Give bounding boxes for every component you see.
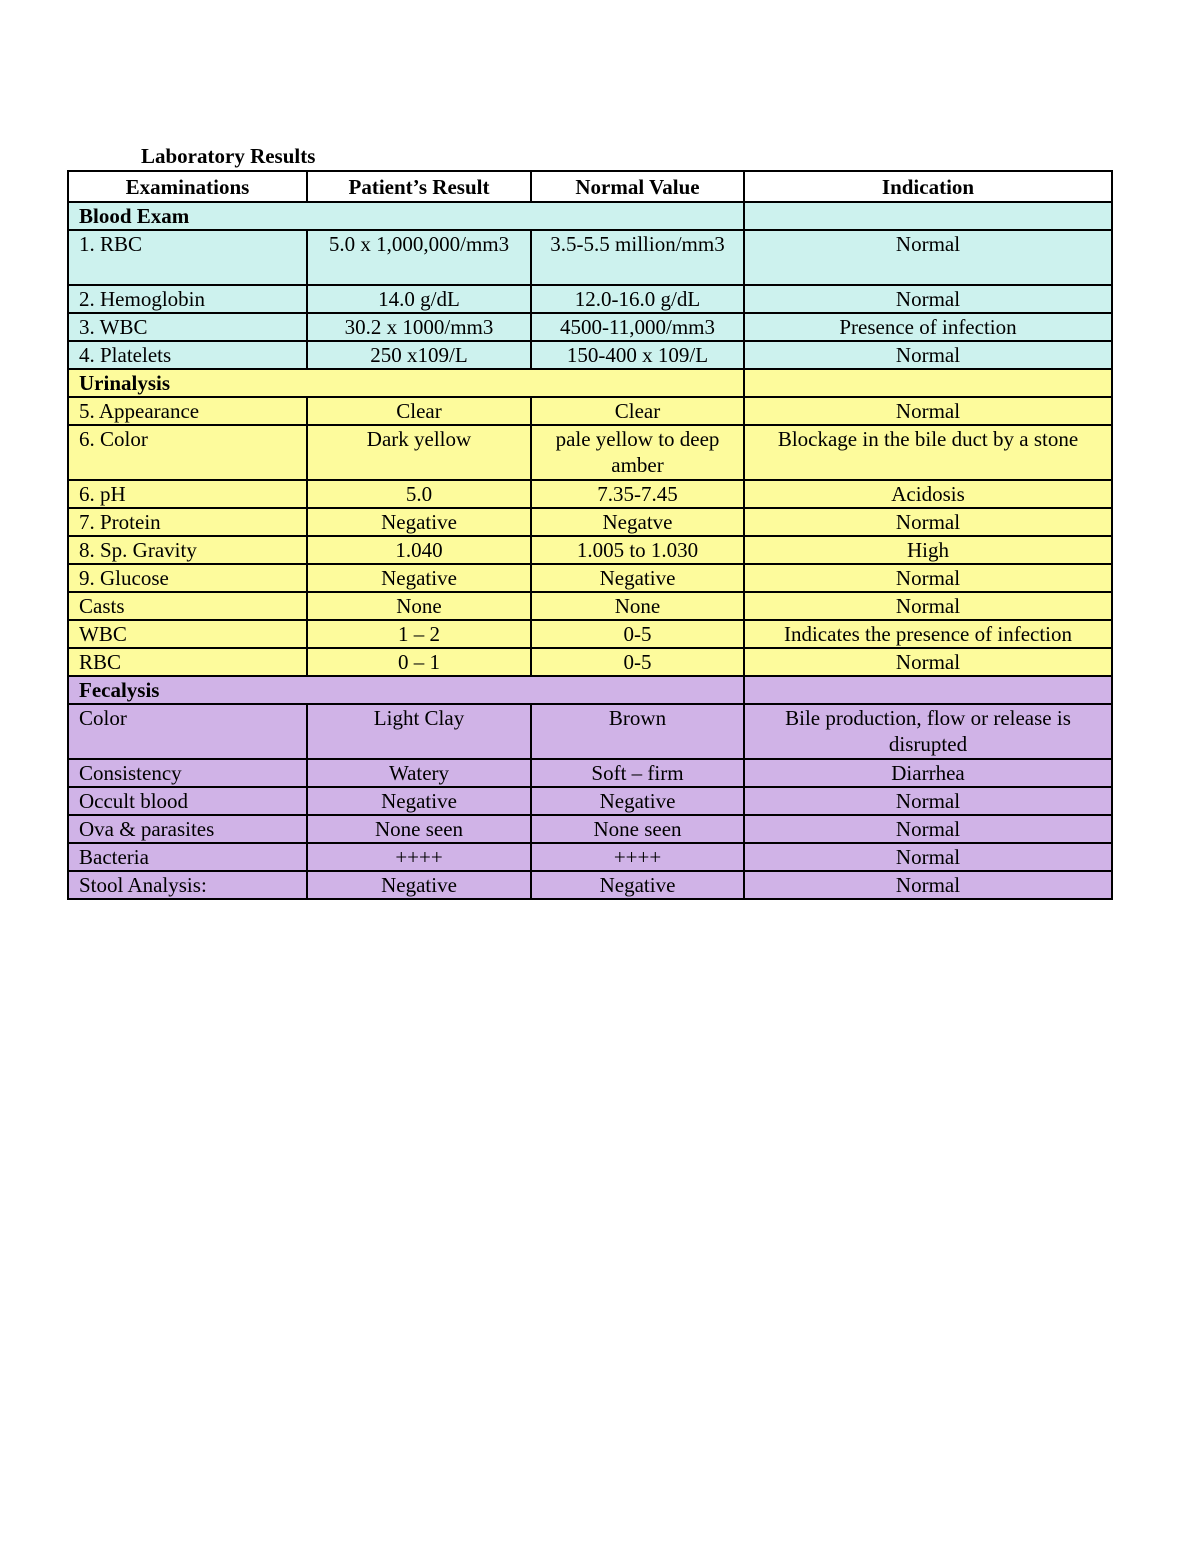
table-row xyxy=(68,230,1112,285)
result-cell: Negative xyxy=(307,564,531,592)
table-row xyxy=(68,592,1112,620)
normal-value-cell: None xyxy=(531,592,744,620)
table-row xyxy=(68,620,1112,648)
result-cell: 30.2 x 1000/mm3 xyxy=(307,313,531,341)
exam-cell: WBC xyxy=(68,620,307,648)
section-row-urinalysis xyxy=(68,369,1112,397)
indication-cell: Presence of infection xyxy=(744,313,1112,341)
indication-cell: Normal xyxy=(744,341,1112,369)
normal-value-cell: 7.35-7.45 xyxy=(531,480,744,508)
normal-value-cell: None seen xyxy=(531,815,744,843)
table-row xyxy=(68,704,1112,759)
indication-cell: Normal xyxy=(744,397,1112,425)
table-row xyxy=(68,815,1112,843)
result-cell: Negative xyxy=(307,787,531,815)
result-cell: Negative xyxy=(307,508,531,536)
section-blank-cell xyxy=(744,676,1112,704)
result-cell: None seen xyxy=(307,815,531,843)
section-label: Urinalysis xyxy=(68,369,744,397)
exam-cell: Bacteria xyxy=(68,843,307,871)
indication-cell: Blockage in the bile duct by a stone xyxy=(744,425,1112,480)
result-cell: 5.0 x 1,000,000/mm3 xyxy=(307,230,531,285)
lab-results-table xyxy=(67,170,1113,900)
exam-cell: 3. WBC xyxy=(68,313,307,341)
table-row xyxy=(68,536,1112,564)
normal-value-cell: Brown xyxy=(531,704,744,759)
exam-cell: 6. Color xyxy=(68,425,307,480)
table-row xyxy=(68,759,1112,787)
normal-value-cell: 1.005 to 1.030 xyxy=(531,536,744,564)
page-title: Laboratory Results xyxy=(141,144,316,168)
header-indication: Indication xyxy=(744,171,1112,202)
normal-value-cell: 0-5 xyxy=(531,620,744,648)
exam-cell: 2. Hemoglobin xyxy=(68,285,307,313)
table-row xyxy=(68,564,1112,592)
table-row xyxy=(68,425,1112,480)
section-row-fecalysis xyxy=(68,676,1112,704)
table-row xyxy=(68,313,1112,341)
normal-value-cell: 12.0-16.0 g/dL xyxy=(531,285,744,313)
normal-value-cell: pale yellow to deep amber xyxy=(531,425,744,480)
normal-value-cell: 3.5-5.5 million/mm3 xyxy=(531,230,744,285)
exam-cell: 9. Glucose xyxy=(68,564,307,592)
exam-cell: 4. Platelets xyxy=(68,341,307,369)
result-cell: 5.0 xyxy=(307,480,531,508)
section-blank-cell xyxy=(744,202,1112,230)
result-cell: 1 – 2 xyxy=(307,620,531,648)
exam-cell: 7. Protein xyxy=(68,508,307,536)
normal-value-cell: Negative xyxy=(531,564,744,592)
section-blank-cell xyxy=(744,369,1112,397)
table-row xyxy=(68,843,1112,871)
table-row xyxy=(68,480,1112,508)
table-row xyxy=(68,397,1112,425)
indication-cell: Normal xyxy=(744,508,1112,536)
table-row xyxy=(68,508,1112,536)
indication-cell: Normal xyxy=(744,592,1112,620)
normal-value-cell: 150-400 x 109/L xyxy=(531,341,744,369)
table-row xyxy=(68,787,1112,815)
result-cell: Negative xyxy=(307,871,531,899)
table-row xyxy=(68,285,1112,313)
exam-cell: Color xyxy=(68,704,307,759)
result-cell: Watery xyxy=(307,759,531,787)
indication-cell: Normal xyxy=(744,815,1112,843)
indication-cell: Bile production, flow or release is disrupted xyxy=(744,704,1112,759)
exam-cell: Consistency xyxy=(68,759,307,787)
normal-value-cell: Soft – firm xyxy=(531,759,744,787)
exam-cell: Occult blood xyxy=(68,787,307,815)
table-row xyxy=(68,648,1112,676)
header-examinations: Examinations xyxy=(68,171,307,202)
indication-cell: Normal xyxy=(744,871,1112,899)
exam-cell: 1. RBC xyxy=(68,230,307,285)
normal-value-cell: ++++ xyxy=(531,843,744,871)
normal-value-cell: Negatve xyxy=(531,508,744,536)
header-normal-value: Normal Value xyxy=(531,171,744,202)
indication-cell: Normal xyxy=(744,648,1112,676)
header-row xyxy=(68,171,1112,202)
normal-value-cell: 0-5 xyxy=(531,648,744,676)
result-cell: Clear xyxy=(307,397,531,425)
exam-cell: 8. Sp. Gravity xyxy=(68,536,307,564)
exam-cell: RBC xyxy=(68,648,307,676)
table-row xyxy=(68,871,1112,899)
normal-value-cell: Clear xyxy=(531,397,744,425)
normal-value-cell: 4500-11,000/mm3 xyxy=(531,313,744,341)
indication-cell: Normal xyxy=(744,787,1112,815)
result-cell: 250 x109/L xyxy=(307,341,531,369)
result-cell: ++++ xyxy=(307,843,531,871)
result-cell: Light Clay xyxy=(307,704,531,759)
result-cell: 1.040 xyxy=(307,536,531,564)
indication-cell: Acidosis xyxy=(744,480,1112,508)
normal-value-cell: Negative xyxy=(531,871,744,899)
indication-cell: Diarrhea xyxy=(744,759,1112,787)
exam-cell: Casts xyxy=(68,592,307,620)
table-row xyxy=(68,341,1112,369)
section-row-blood-exam xyxy=(68,202,1112,230)
exam-cell: 6. pH xyxy=(68,480,307,508)
result-cell: Dark yellow xyxy=(307,425,531,480)
indication-cell: Normal xyxy=(744,285,1112,313)
indication-cell: Normal xyxy=(744,843,1112,871)
indication-cell: Normal xyxy=(744,230,1112,285)
exam-cell: Stool Analysis: xyxy=(68,871,307,899)
result-cell: 14.0 g/dL xyxy=(307,285,531,313)
result-cell: None xyxy=(307,592,531,620)
exam-cell: 5. Appearance xyxy=(68,397,307,425)
indication-cell: Indicates the presence of infection xyxy=(744,620,1112,648)
header-patient-result: Patient’s Result xyxy=(307,171,531,202)
normal-value-cell: Negative xyxy=(531,787,744,815)
indication-cell: Normal xyxy=(744,564,1112,592)
section-label: Fecalysis xyxy=(68,676,744,704)
result-cell: 0 – 1 xyxy=(307,648,531,676)
section-label: Blood Exam xyxy=(68,202,744,230)
indication-cell: High xyxy=(744,536,1112,564)
exam-cell: Ova & parasites xyxy=(68,815,307,843)
